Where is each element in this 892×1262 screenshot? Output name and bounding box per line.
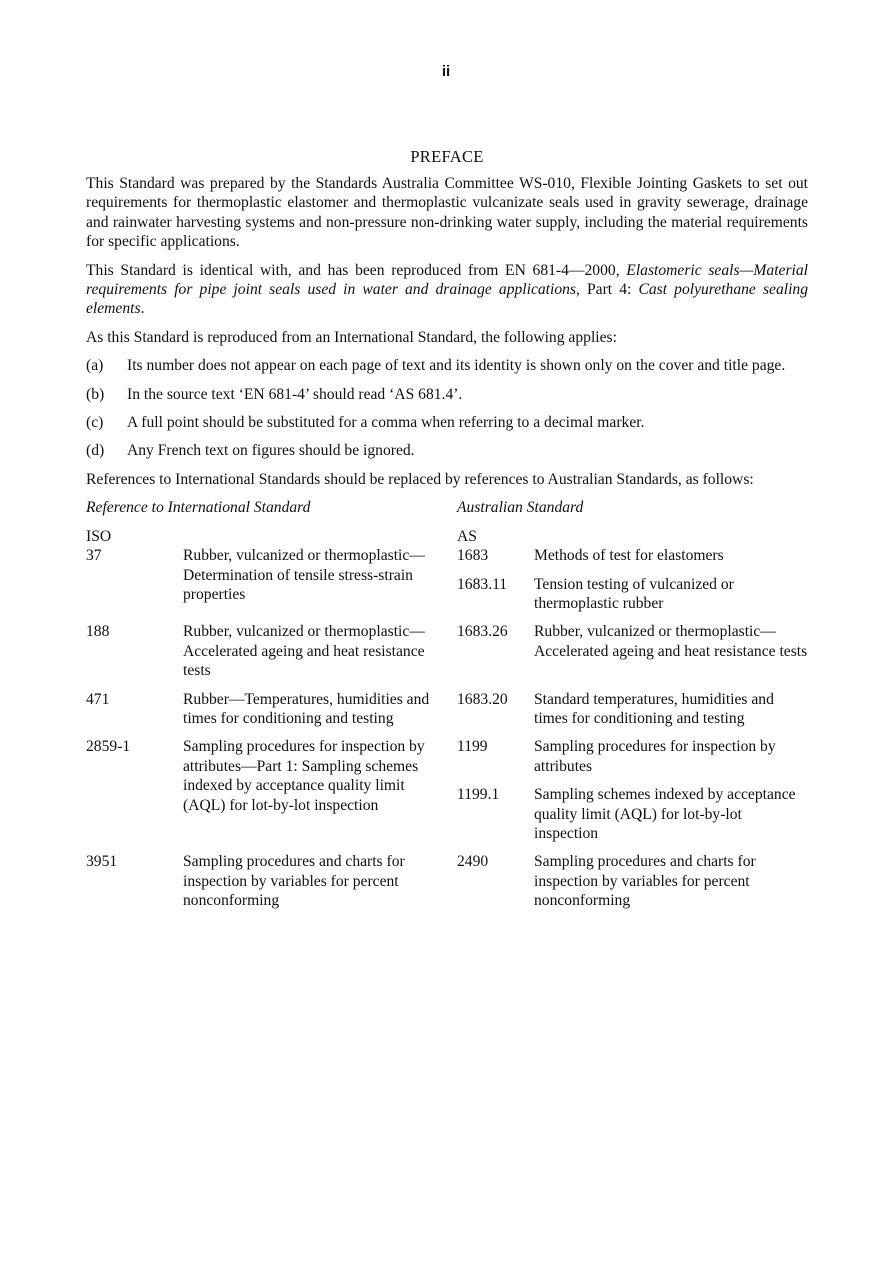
iso-reference bbox=[86, 690, 457, 729]
iso-code-header: ISO bbox=[86, 527, 112, 545]
iso-title: Sampling procedures for inspection by attributes—Part 1: Sampling schemes indexed by acceptance quality limit (AQL) for lot-by-lot inspection bbox=[183, 738, 425, 814]
as-number: 1199.1 bbox=[457, 786, 500, 804]
as-entry bbox=[457, 852, 808, 910]
as-number: 1683.20 bbox=[457, 690, 508, 708]
as-title: Sampling procedures for inspection by attributes bbox=[534, 738, 776, 775]
reproduced-intro: As this Standard is reproduced from an International Standard, the following applies: bbox=[86, 328, 617, 346]
as-title: Rubber, vulcanized or thermoplastic—Accelerated ageing and heat resistance tests bbox=[534, 623, 808, 660]
as-entry bbox=[457, 575, 808, 614]
table-row bbox=[86, 852, 808, 910]
list-item-label: (c) bbox=[86, 414, 104, 432]
iso-number: 37 bbox=[86, 547, 102, 565]
as-code-header: AS bbox=[457, 527, 477, 545]
as-references bbox=[457, 546, 808, 613]
list-item bbox=[86, 413, 808, 432]
identical-italic-part: Cast polyurethane sealing elements bbox=[86, 281, 808, 318]
list-item-text: Its number does not appear on each page of text and its identity is shown only on the cover and title page. bbox=[127, 357, 786, 375]
iso-number: 3951 bbox=[86, 853, 118, 871]
table-row bbox=[86, 546, 808, 613]
iso-number: 188 bbox=[86, 623, 110, 641]
international-standard-header: Reference to International Standard bbox=[86, 499, 311, 517]
table-row bbox=[86, 737, 808, 843]
iso-reference bbox=[86, 737, 457, 843]
as-number: 1199 bbox=[457, 738, 488, 756]
reference-table bbox=[86, 546, 808, 911]
page-title: PREFACE bbox=[410, 147, 484, 166]
australian-standard-header: Australian Standard bbox=[457, 499, 584, 517]
identical-lead: This Standard is identical with, and has been reproduced from EN 681-4—2000, bbox=[86, 261, 627, 279]
iso-title: Sampling procedures and charts for inspection by variables for percent nonconforming bbox=[183, 853, 405, 910]
as-references bbox=[457, 622, 808, 680]
as-number: 1683 bbox=[457, 547, 489, 565]
as-title: Tension testing of vulcanized or thermoplastic rubber bbox=[534, 575, 734, 612]
as-number: 1683.26 bbox=[457, 623, 508, 641]
list-item-label: (a) bbox=[86, 357, 104, 375]
intro-paragraph: This Standard was prepared by the Standards Australia Committee WS-010, Flexible Jointing Gaskets to set out requirements for thermoplastic elastomer and thermoplastic vulcanizate seals used in gravity sewerage, drainage and rainwater harvesting systems and non-pressure non-drinking water supply, including the material requirements for specific applications. bbox=[86, 175, 808, 251]
as-title: Sampling schemes indexed by acceptance quality limit (AQL) for lot-by-lot inspection bbox=[534, 786, 796, 842]
iso-number: 471 bbox=[86, 690, 110, 708]
references-intro: References to International Standards should be replaced by references to Australian Standards, as follows: bbox=[86, 470, 754, 488]
as-number: 2490 bbox=[457, 853, 489, 871]
list-item bbox=[86, 356, 808, 375]
as-title: Sampling procedures and charts for inspection by variables for percent nonconforming bbox=[534, 853, 756, 910]
identical-paragraph bbox=[86, 261, 808, 319]
as-title: Methods of test for elastomers bbox=[534, 547, 724, 565]
iso-title: Rubber, vulcanized or thermoplastic—Accelerated ageing and heat resistance tests bbox=[183, 623, 425, 680]
as-title: Standard temperatures, humidities and times for conditioning and testing bbox=[534, 690, 774, 727]
as-entry bbox=[457, 546, 808, 565]
preface-section bbox=[86, 146, 808, 920]
identical-italic-title: Elastomeric seals—Material requirements for pipe joint seals used in water and drainage applications bbox=[86, 261, 808, 299]
as-entry bbox=[457, 622, 808, 661]
as-references bbox=[457, 690, 808, 729]
reference-table-headers bbox=[86, 498, 808, 517]
applies-list bbox=[86, 356, 808, 461]
list-item bbox=[86, 441, 808, 460]
list-item bbox=[86, 385, 808, 404]
list-item-label: (b) bbox=[86, 385, 105, 403]
list-item-text: A full point should be substituted for a comma when referring to a decimal marker. bbox=[127, 414, 645, 432]
iso-reference bbox=[86, 622, 457, 680]
as-references bbox=[457, 852, 808, 910]
identical-middle: , Part 4: bbox=[576, 281, 639, 299]
list-item-label: (d) bbox=[86, 442, 105, 460]
as-entry bbox=[457, 785, 808, 843]
iso-title: Rubber, vulcanized or thermoplastic—Determination of tensile stress-strain properties bbox=[183, 547, 425, 603]
page-number: ii bbox=[441, 63, 451, 80]
iso-number: 2859-1 bbox=[86, 738, 131, 756]
as-entry bbox=[457, 690, 808, 729]
reference-code-headers bbox=[86, 527, 808, 546]
list-item-text: Any French text on figures should be ignored. bbox=[127, 442, 415, 460]
identical-end: . bbox=[140, 300, 145, 318]
iso-reference bbox=[86, 546, 457, 613]
table-row bbox=[86, 690, 808, 729]
iso-title: Rubber—Temperatures, humidities and times for conditioning and testing bbox=[183, 690, 430, 727]
as-entry bbox=[457, 737, 808, 776]
as-references bbox=[457, 737, 808, 843]
list-item-text: In the source text ‘EN 681-4’ should read ‘AS 681.4’. bbox=[127, 385, 463, 403]
iso-reference bbox=[86, 852, 457, 910]
as-number: 1683.11 bbox=[457, 575, 508, 593]
table-row bbox=[86, 622, 808, 680]
